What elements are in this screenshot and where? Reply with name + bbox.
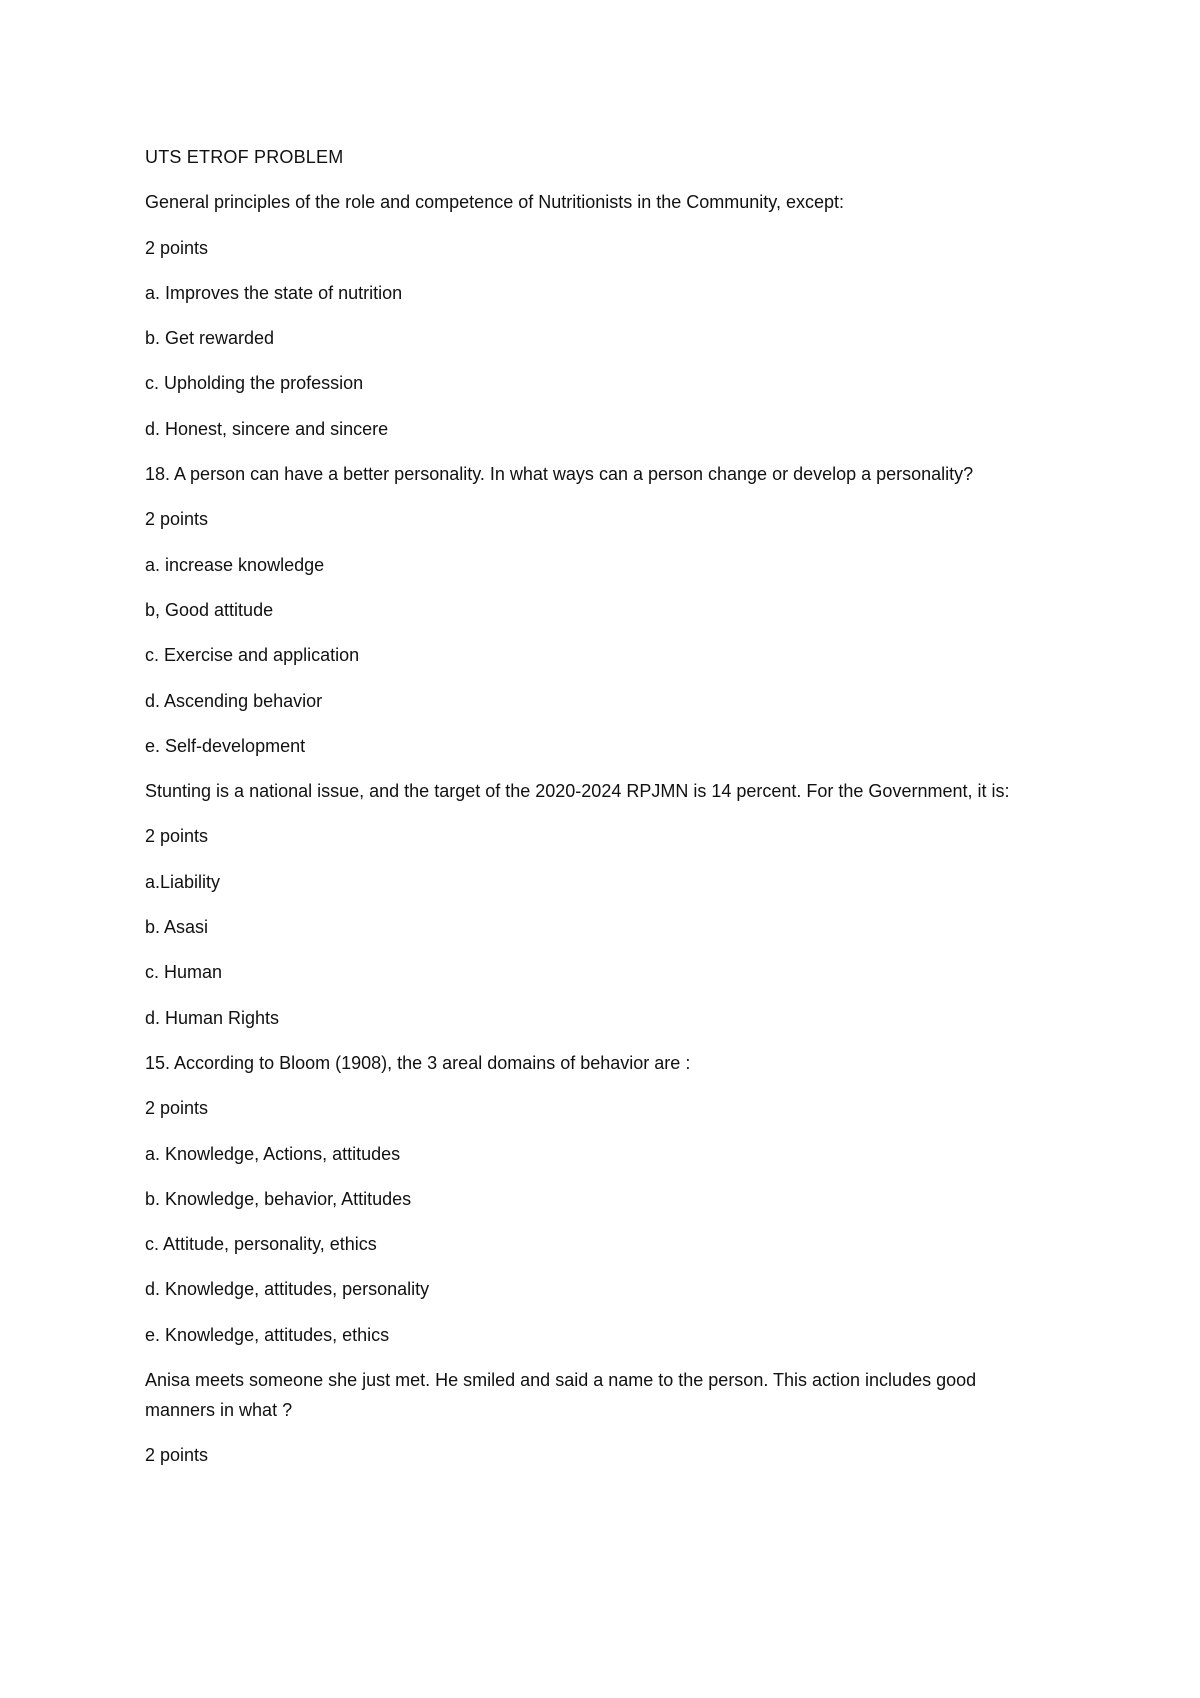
question-4 xyxy=(145,1048,1045,1350)
question-prompt: General principles of the role and competence of Nutritionists in the Community, except: xyxy=(145,192,845,213)
question-3 xyxy=(145,776,1045,1032)
answer-option: c. Human xyxy=(145,962,223,983)
question-points: 2 points xyxy=(145,826,209,847)
answer-option: d. Knowledge, attitudes, personality xyxy=(145,1279,430,1300)
answer-option: a. Improves the state of nutrition xyxy=(145,282,403,303)
document-page xyxy=(145,142,1045,1486)
question-prompt: Stunting is a national issue, and the target of the 2020-2024 RPJMN is 14 percent. For the Government, it is: xyxy=(145,781,1010,802)
answer-option: a.Liability xyxy=(145,871,221,892)
question-points: 2 points xyxy=(145,237,209,258)
answer-option: c. Upholding the profession xyxy=(145,373,364,394)
answer-option: d. Honest, sincere and sincere xyxy=(145,418,389,439)
question-prompt: 18. A person can have a better personality. In what ways can a person change or develop a personality? xyxy=(145,464,974,485)
answer-option: a. increase knowledge xyxy=(145,554,325,575)
question-points: 2 points xyxy=(145,509,209,530)
answer-option: e. Self-development xyxy=(145,735,306,756)
question-1 xyxy=(145,187,1045,443)
answer-option: c. Exercise and application xyxy=(145,645,360,666)
answer-option: b. Knowledge, behavior, Attitudes xyxy=(145,1188,412,1209)
document-title: UTS ETROF PROBLEM xyxy=(145,147,344,167)
question-points: 2 points xyxy=(145,1445,209,1466)
answer-option: d. Human Rights xyxy=(145,1007,280,1028)
question-5 xyxy=(145,1365,1045,1470)
question-2 xyxy=(145,459,1045,761)
answer-option: d. Ascending behavior xyxy=(145,690,323,711)
answer-option: c. Attitude, personality, ethics xyxy=(145,1234,377,1255)
question-prompt: 15. According to Bloom (1908), the 3 areal domains of behavior are : xyxy=(145,1052,691,1073)
answer-option: e. Knowledge, attitudes, ethics xyxy=(145,1324,390,1345)
question-prompt: Anisa meets someone she just met. He smiled and said a name to the person. This action includes good manners in what ? xyxy=(145,1370,977,1421)
question-points: 2 points xyxy=(145,1098,209,1119)
answer-option: b. Get rewarded xyxy=(145,328,275,349)
answer-option: b, Good attitude xyxy=(145,599,274,620)
answer-option: a. Knowledge, Actions, attitudes xyxy=(145,1143,401,1164)
answer-option: b. Asasi xyxy=(145,917,209,938)
